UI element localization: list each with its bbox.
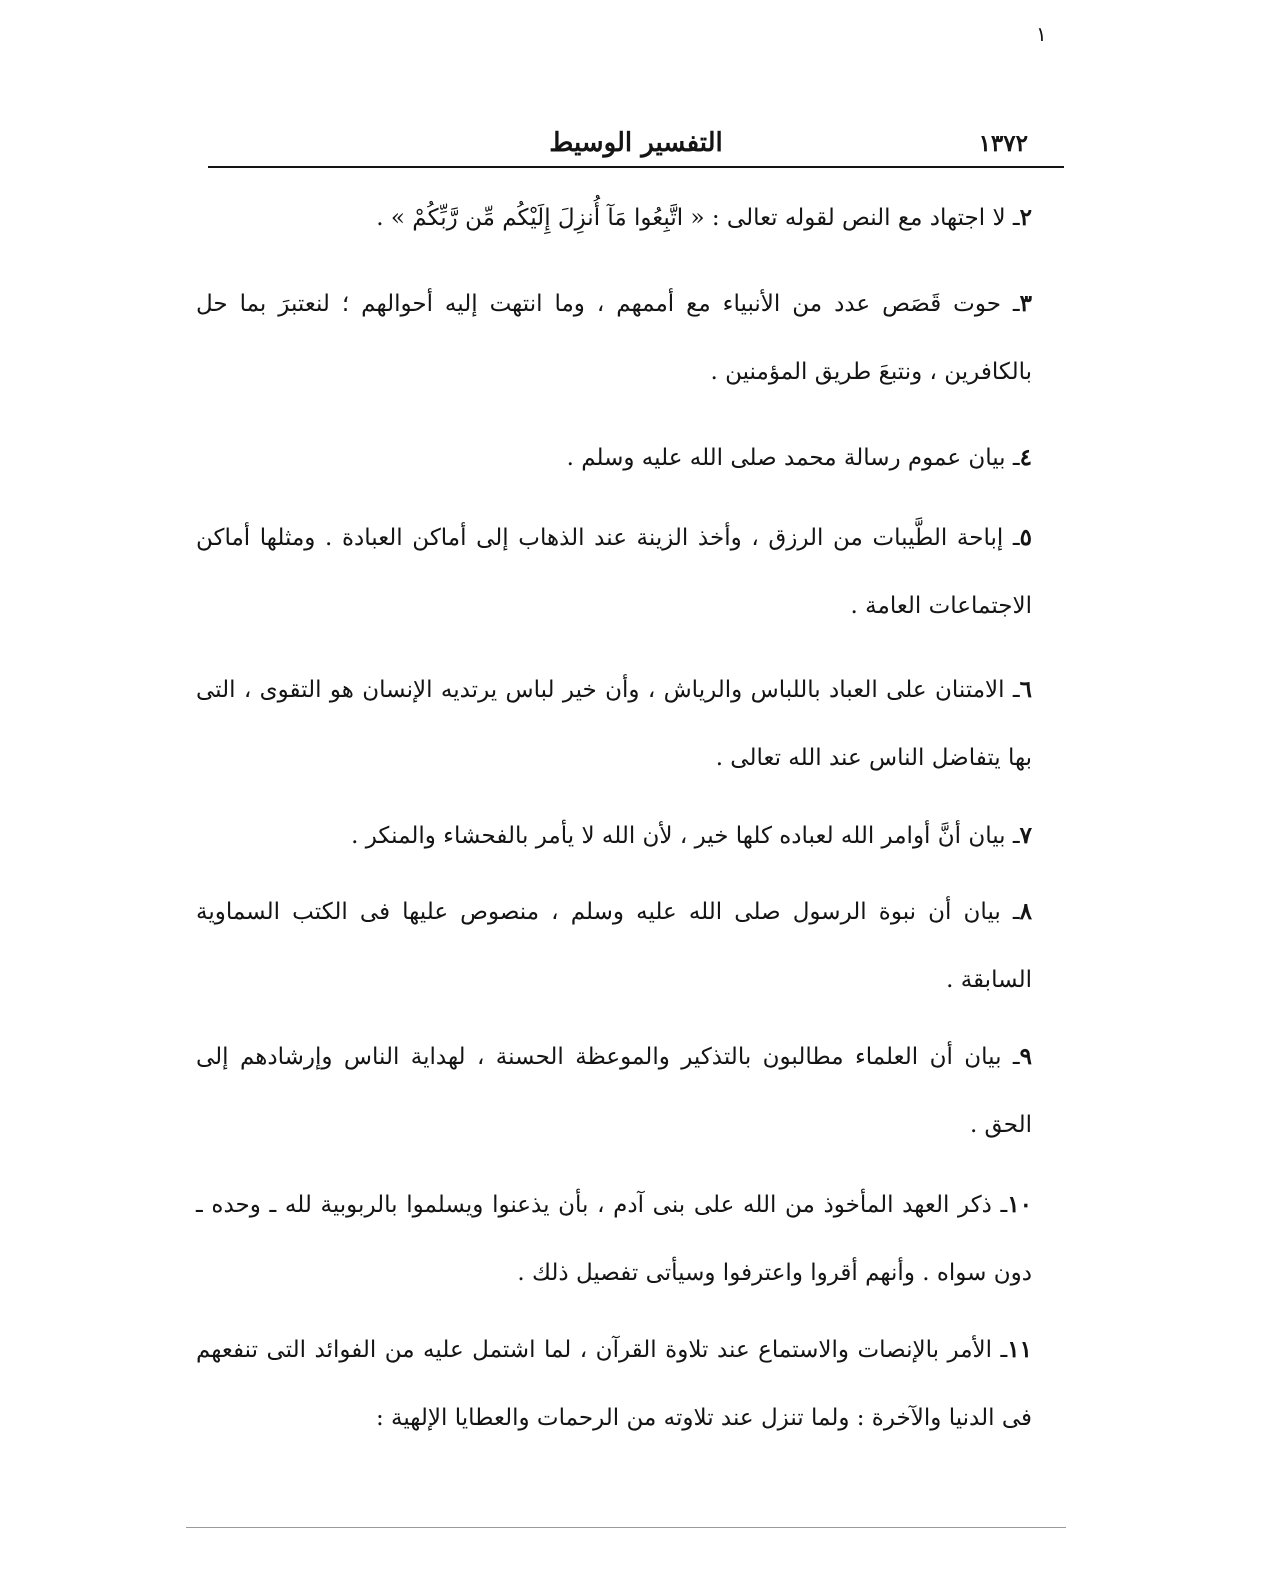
point-number: ٦: [1019, 676, 1032, 703]
point-number: ١٠: [1007, 1191, 1033, 1218]
point-text: ـ حوت قَصَص عدد من الأنبياء مع أممهم ، وما انتهت إليه أحوالهم ؛ لنعتبرَ بما حل بالكافرين ، ونتبعَ طريق المؤمنين .: [196, 291, 1032, 385]
point-number: ٢: [1019, 204, 1032, 231]
point-number: ٧: [1019, 822, 1032, 849]
point-11: [196, 1316, 1032, 1456]
numbered-points: [196, 184, 1032, 1456]
running-header: [208, 128, 1064, 168]
point-2: [196, 184, 1032, 270]
point-text: ـ بيان أنَّ أوامر الله لعباده كلها خير ، لأن الله لا يأمر بالفحشاء والمنكر .: [351, 823, 1020, 849]
point-9: [196, 1023, 1032, 1171]
point-text: ـ بيان أن العلماء مطالبون بالتذكير والموعظة الحسنة ، لهداية الناس وإرشادهم إلى الحق .: [196, 1044, 1032, 1138]
point-number: ٥: [1019, 524, 1032, 551]
point-5: [196, 504, 1032, 656]
point-10: [196, 1171, 1032, 1316]
point-text: ـ إباحة الطَّيبات من الرزق ، وأخذ الزينة عند الذهاب إلى أماكن العبادة . ومثلها أماكن الاجتماعات العامة .: [196, 525, 1032, 619]
point-8: [196, 878, 1032, 1023]
point-text: ـ بيان عموم رسالة محمد صلى الله عليه وسلم .: [566, 445, 1020, 471]
point-number: ١١: [1007, 1336, 1032, 1363]
point-7: [196, 802, 1032, 878]
point-number: ٨: [1019, 898, 1032, 925]
book-title: التفسير الوسيط: [549, 128, 723, 158]
point-4: [196, 424, 1032, 504]
point-text: ـ ذكر العهد المأخوذ من الله على بنى آدم ، بأن يذعنوا ويسلموا بالربوبية لله ـ وحده ـ دون سواه . وأنهم أقروا واعترفوا وسيأتى تفصيل ذلك .: [196, 1192, 1032, 1286]
bottom-rule: [186, 1527, 1066, 1528]
corner-mark: ۱: [1036, 22, 1047, 46]
page-number: ١٣٧٢: [978, 130, 1028, 157]
point-text: ـ الأمر بالإنصات والاستماع عند تلاوة القرآن ، لما اشتمل عليه من الفوائد التى تنفعهم فى الدنيا والآخرة : ولما تنزل عند تلاوته من الرحمات والعطايا الإلهية :: [196, 1337, 1032, 1431]
point-number: ٤: [1019, 444, 1032, 471]
point-number: ٣: [1019, 290, 1032, 317]
point-3: [196, 270, 1032, 424]
point-text: ـ الامتنان على العباد باللباس والرياش ، وأن خير لباس يرتديه الإنسان هو التقوى ، التى بها يتفاضل الناس عند الله تعالى .: [196, 677, 1032, 771]
point-text: ـ لا اجتهاد مع النص لقوله تعالى : « اتَّبِعُوا مَآ أُنزِلَ إِلَيْكُم مِّن رَّبِّكُمْ » .: [376, 205, 1020, 231]
header-rule: [208, 166, 1064, 168]
point-6: [196, 656, 1032, 802]
point-text: ـ بيان أن نبوة الرسول صلى الله عليه وسلم ، منصوص عليها فى الكتب السماوية السابقة .: [196, 899, 1032, 993]
point-number: ٩: [1019, 1043, 1032, 1070]
